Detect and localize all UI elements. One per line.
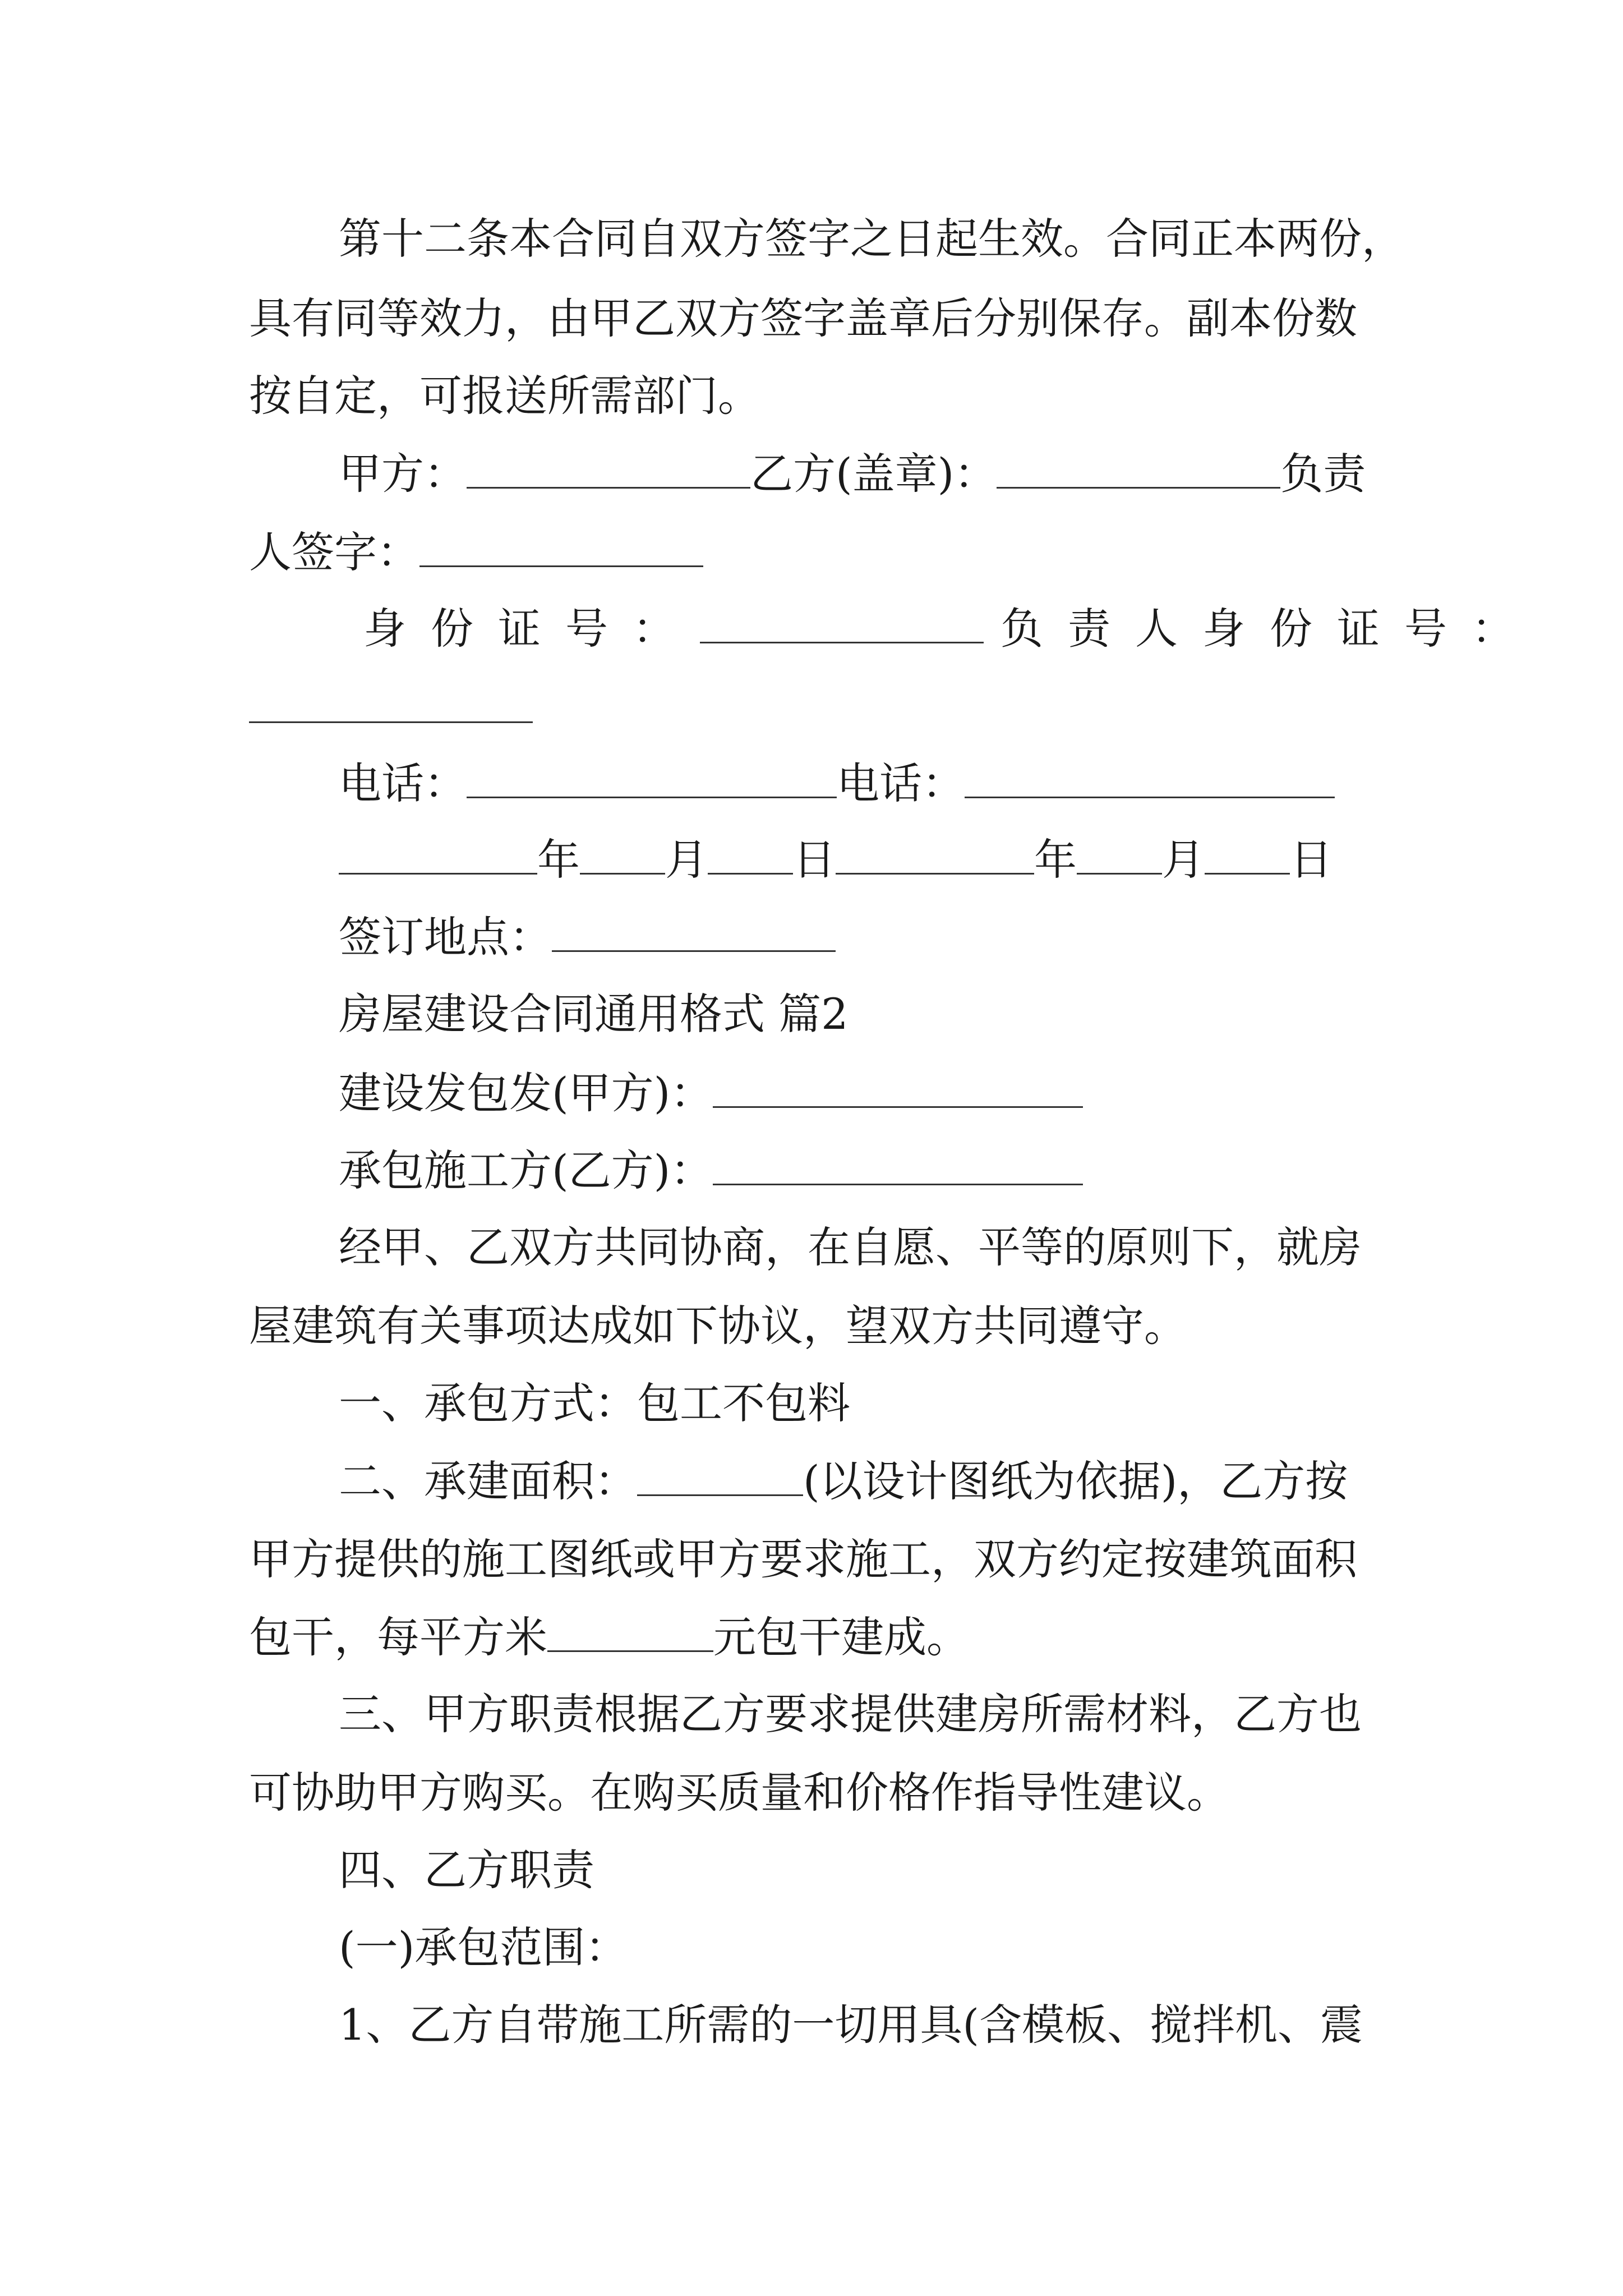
area-blank [637, 1460, 803, 1496]
id-number-label: 身份证号： [363, 604, 700, 654]
signing-place-label: 签订地点： [339, 912, 552, 962]
month-b-label: 月 [1162, 835, 1205, 885]
paragraph-line: 三、甲方职责根据乙方要求提供建房所需材料，乙方也 [339, 1689, 1362, 1739]
price-label: 包干，每平方米 [249, 1612, 547, 1662]
id-number-blank [700, 607, 984, 643]
paragraph-line: 屋建筑有关事项达成如下协议，望双方共同遵守。 [249, 1301, 1187, 1351]
year-b-blank [836, 838, 1034, 875]
responsible-id-label: 负责人身份证号： [1000, 604, 1539, 654]
section-heading: 房屋建设合同通用格式 篇2 [339, 989, 849, 1039]
signature-line-parties [339, 449, 1366, 499]
paragraph-line: 按自定，可报送所需部门。 [249, 371, 760, 421]
paragraph-line: 甲方提供的施工图纸或甲方要求施工，双方约定按建筑面积 [249, 1534, 1357, 1584]
price-blank [547, 1616, 713, 1652]
signature-line-responsible [249, 527, 703, 577]
phone-a-label: 电话： [339, 758, 467, 808]
responsible-sign-blank [419, 531, 703, 567]
clause-line: 一、承包方式：包工不包料 [339, 1378, 850, 1428]
signing-place-blank [552, 915, 836, 952]
paragraph-line [249, 1612, 969, 1662]
contractor-label: 承包施工方(乙方)： [339, 1145, 713, 1195]
year-b-label: 年 [1034, 835, 1077, 885]
clause-line: 1、乙方自带施工所需的一切用具(含模板、搅拌机、震 [339, 2000, 1363, 2050]
party-b-label: 乙方(盖章)： [750, 449, 997, 499]
phone-b-blank [965, 762, 1335, 798]
day-b-blank [1205, 838, 1290, 875]
phone-a-blank [467, 762, 837, 798]
party-b-blank [997, 452, 1280, 489]
paragraph-line: 可协助甲方购买。在购买质量和价格作指导性建议。 [249, 1768, 1229, 1818]
month-b-blank [1077, 838, 1162, 875]
phone-b-label: 电话： [837, 758, 965, 808]
contractor-blank [713, 1149, 1083, 1185]
clause-line [339, 1456, 1348, 1506]
day-a-blank [708, 838, 793, 875]
employer-label: 建设发包发(甲方)： [339, 1068, 713, 1118]
contractor-line [339, 1145, 1083, 1195]
area-label: 二、承建面积： [339, 1456, 637, 1506]
responsible-label: 负责 [1280, 449, 1366, 499]
signing-place-line [339, 912, 836, 962]
day-a-label: 日 [793, 835, 836, 885]
paragraph-line: 具有同等效力，由甲乙双方签字盖章后分别保存。副本份数 [249, 293, 1357, 343]
clause-line: 四、乙方职责 [339, 1845, 594, 1895]
month-a-blank [580, 838, 665, 875]
paragraph-line: 经甲、乙双方共同协商，在自愿、平等的原则下，就房 [339, 1222, 1362, 1272]
responsible-sign-label: 人签字： [249, 527, 419, 577]
area-note: (以设计图纸为依据)，乙方按 [803, 1456, 1348, 1506]
month-a-label: 月 [665, 835, 708, 885]
phone-line [339, 758, 1335, 808]
year-a-blank [339, 838, 537, 875]
day-b-label: 日 [1290, 835, 1332, 885]
party-a-label: 甲方： [339, 449, 467, 499]
date-line [339, 835, 1332, 885]
price-suffix: 元包干建成。 [713, 1612, 969, 1662]
employer-blank [713, 1071, 1083, 1108]
clause-line: (一)承包范围： [339, 1922, 628, 1972]
responsible-id-blank [249, 687, 533, 723]
id-number-line [363, 604, 1539, 654]
party-a-blank [467, 452, 750, 489]
year-a-label: 年 [537, 835, 580, 885]
paragraph-line: 第十二条本合同自双方签字之日起生效。合同正本两份， [339, 214, 1404, 264]
responsible-id-line [249, 687, 533, 730]
employer-line [339, 1068, 1083, 1118]
